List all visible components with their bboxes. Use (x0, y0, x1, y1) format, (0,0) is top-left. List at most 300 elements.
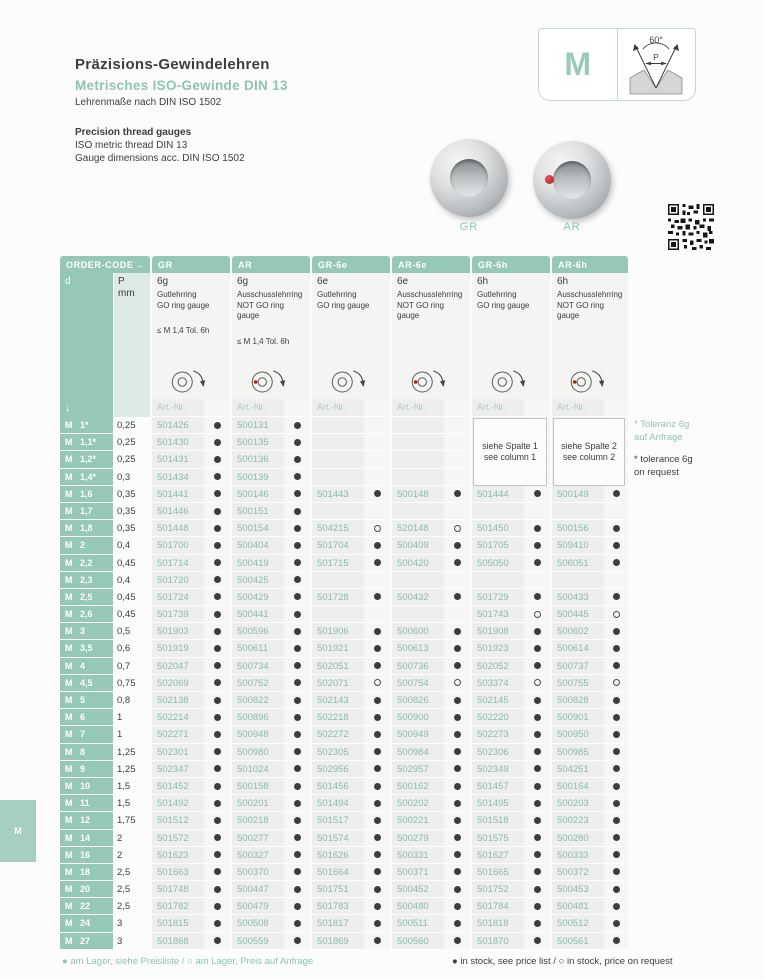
in-stock-dot-icon (613, 851, 620, 858)
row-label (60, 640, 113, 657)
artnr-cell: 500372 (552, 864, 604, 881)
row-label (60, 709, 113, 726)
row-label (60, 520, 113, 537)
artnr-cell: 500164 (552, 778, 604, 795)
in-stock-dot-icon (214, 611, 221, 618)
stock-marker (524, 640, 550, 657)
artnr-cell: 501452 (152, 778, 204, 795)
stock-marker (364, 726, 390, 743)
stock-marker (284, 606, 310, 623)
table-row (60, 572, 628, 589)
in-stock-dot-icon (214, 783, 221, 790)
in-stock-dot-icon (294, 473, 301, 480)
stock-marker (204, 486, 230, 503)
artnr-cell: 500146 (232, 486, 284, 503)
artnr-cell: 500480 (392, 898, 444, 915)
in-stock-dot-icon (534, 834, 541, 841)
stock-marker (284, 520, 310, 537)
in-stock-dot-icon (613, 542, 620, 549)
in-stock-dot-icon (214, 645, 221, 652)
gauge-type-en: NOT GO ring gauge (237, 300, 284, 320)
artnr-label: Art.-Nr. (472, 399, 524, 417)
artnr-cell: 500441 (232, 606, 284, 623)
stock-marker (604, 915, 628, 932)
not-go-ring-gauge-photo (533, 141, 611, 219)
stock-legend-de: ● am Lager, siehe Preisliste / ○ am Lager, Preis auf Anfrage (62, 956, 314, 967)
stock-marker (284, 640, 310, 657)
stock-marker (204, 537, 230, 554)
svg-text:P: P (653, 51, 660, 62)
stock-marker (284, 898, 310, 915)
thread-size: 7 (80, 729, 86, 740)
artnr-cell: 500371 (392, 864, 444, 881)
gauge-type-de: Gutlehrring (317, 290, 357, 299)
thread-series-letter: M (65, 591, 73, 602)
artnr-cell: 502052 (472, 658, 524, 675)
table-row (60, 537, 628, 554)
in-stock-dot-icon (214, 490, 221, 497)
in-stock-dot-icon (374, 851, 381, 858)
stock-marker (364, 778, 390, 795)
in-stock-dot-icon (294, 903, 301, 910)
tolerance-class-label: 6e (317, 276, 329, 287)
stock-marker (204, 795, 230, 812)
artnr-cell: 501715 (312, 555, 364, 572)
stock-marker (604, 572, 628, 589)
in-stock-dot-icon (454, 542, 461, 549)
pitch-value: 0,35 (117, 505, 136, 517)
artnr-cell: 500948 (232, 726, 284, 743)
table-row (60, 692, 628, 709)
thread-series-letter: M (65, 505, 73, 516)
stock-marker (364, 915, 390, 932)
stock-marker (444, 555, 470, 572)
artnr-cell: 500135 (232, 434, 284, 451)
artnr-cell: 501705 (472, 537, 524, 554)
thread-series-letter: M (65, 884, 73, 895)
stock-marker (284, 812, 310, 829)
table-row (60, 503, 628, 520)
artnr-cell (472, 572, 524, 589)
row-label (60, 726, 113, 743)
header-bars (60, 256, 628, 273)
in-stock-dot-icon (294, 714, 301, 721)
see-column-2-box: siehe Spalte 2 see column 2 (553, 418, 625, 486)
artnr-cell: 501729 (472, 589, 524, 606)
go-ring-gauge-photo (430, 139, 508, 217)
stock-marker (284, 658, 310, 675)
artnr-cell (552, 503, 604, 520)
thread-size: 1,8 (80, 523, 93, 534)
stock-marker (524, 675, 550, 692)
table-row (60, 675, 628, 692)
stock-marker (204, 726, 230, 743)
in-stock-dot-icon (454, 834, 461, 841)
in-stock-dot-icon (534, 542, 541, 549)
artnr-cell: 500203 (552, 795, 604, 812)
thread-series-letter: M (65, 746, 73, 757)
stock-marker (604, 537, 628, 554)
artnr-cell: 500985 (552, 744, 604, 761)
artnr-cell: 501870 (472, 933, 524, 950)
stock-marker (364, 847, 390, 864)
artnr-cell: 500479 (232, 898, 284, 915)
artnr-cell: 501431 (152, 451, 204, 468)
artnr-cell: 501456 (312, 778, 364, 795)
artnr-cell: 501700 (152, 537, 204, 554)
stock-marker (364, 606, 390, 623)
stock-marker (204, 589, 230, 606)
stock-marker (444, 589, 470, 606)
artnr-cell: 501743 (472, 606, 524, 623)
artnr-cell: 502051 (312, 658, 364, 675)
artnr-cell: 501443 (312, 486, 364, 503)
artnr-cell: 500822 (232, 692, 284, 709)
thread-series-letter: M (65, 763, 73, 774)
stock-marker (524, 623, 550, 640)
artnr-cell: 502145 (472, 692, 524, 709)
stock-marker (204, 434, 230, 451)
stock-marker (604, 675, 628, 692)
pitch-value: 0,3 (117, 471, 131, 483)
table-row (60, 761, 628, 778)
in-stock-dot-icon (294, 611, 301, 618)
artnr-cell: 500559 (232, 933, 284, 950)
artnr-cell: 500151 (232, 503, 284, 520)
stock-marker (364, 933, 390, 950)
in-stock-dot-icon (294, 422, 301, 429)
gauge-note: ≤ M 1,4 Tol. 6h (237, 336, 290, 346)
artnr-cell: 500158 (232, 778, 284, 795)
thread-size: 16 (80, 849, 91, 860)
stock-marker (444, 692, 470, 709)
in-stock-dot-icon (294, 645, 301, 652)
artnr-cell: 502272 (312, 726, 364, 743)
thread-series-letter: M (65, 918, 73, 929)
in-stock-dot-icon (534, 903, 541, 910)
artnr-cell: 500370 (232, 864, 284, 881)
in-stock-dot-icon (294, 937, 301, 944)
gr-photo-label: GR (459, 221, 479, 233)
stock-marker (364, 589, 390, 606)
p-unit: mm (118, 288, 135, 299)
row-label (60, 744, 113, 761)
stock-marker (284, 830, 310, 847)
pitch-column-header (114, 273, 150, 417)
stock-marker (524, 555, 550, 572)
pitch-value: 2,5 (117, 884, 131, 896)
in-stock-dot-icon (534, 662, 541, 669)
in-stock-dot-icon (294, 817, 301, 824)
pitch-value: 0,45 (117, 609, 136, 621)
row-label (60, 417, 113, 434)
page-header-english (75, 126, 245, 165)
thread-series-letter: M (65, 660, 73, 671)
in-stock-dot-icon (534, 765, 541, 772)
in-stock-dot-icon (294, 490, 301, 497)
thread-profile-icon (618, 29, 696, 100)
pitch-value: 0,25 (117, 454, 136, 466)
stock-marker (364, 692, 390, 709)
artnr-cell: 500754 (392, 675, 444, 692)
stock-marker (604, 606, 628, 623)
stock-marker (364, 503, 390, 520)
thread-size: 4,5 (80, 677, 93, 688)
thread-series-letter: M (65, 454, 73, 465)
in-stock-dot-icon (534, 851, 541, 858)
in-stock-dot-icon (214, 628, 221, 635)
artnr-label: Art.-Nr. (232, 399, 284, 417)
artnr-cell: 502220 (472, 709, 524, 726)
pitch-value: 1 (117, 729, 123, 741)
d-label: d (65, 276, 71, 287)
in-stock-dot-icon (374, 765, 381, 772)
thread-series-letter: M (65, 780, 73, 791)
in-stock-dot-icon (374, 559, 381, 566)
artnr-cell: 501448 (152, 520, 204, 537)
in-stock-dot-icon (534, 559, 541, 566)
artnr-cell: 500508 (232, 915, 284, 932)
table-row (60, 830, 628, 847)
thread-size: 24 (80, 918, 91, 929)
thread-series-letter: M (65, 798, 73, 809)
artnr-cell: 501783 (312, 898, 364, 915)
gauge-type-de: Gutlehrring (157, 290, 197, 299)
stock-marker (524, 520, 550, 537)
page-header (75, 56, 288, 108)
artnr-cell: 500734 (232, 658, 284, 675)
stock-marker (604, 658, 628, 675)
in-stock-dot-icon (374, 490, 381, 497)
pitch-value: 1,25 (117, 746, 136, 758)
in-stock-dot-icon (214, 903, 221, 910)
in-stock-dot-icon (294, 765, 301, 772)
in-stock-dot-icon (374, 662, 381, 669)
in-stock-dot-icon (214, 662, 221, 669)
in-stock-dot-icon (294, 439, 301, 446)
thread-size: 6 (80, 712, 86, 723)
stock-marker (524, 778, 550, 795)
tolerance-class-label: 6h (477, 276, 489, 287)
stock-marker (204, 623, 230, 640)
table-row (60, 520, 628, 537)
stock-marker (444, 847, 470, 864)
go-ring-icon (487, 367, 531, 396)
artnr-dot-spacer (364, 399, 390, 417)
artnr-cell: 500600 (392, 623, 444, 640)
stock-marker (604, 761, 628, 778)
in-stock-dot-icon (454, 593, 461, 600)
in-stock-dot-icon (613, 817, 620, 824)
artnr-cell: 501574 (312, 830, 364, 847)
in-stock-dot-icon (534, 748, 541, 755)
tolerance-class-label: 6h (557, 276, 569, 287)
in-stock-dot-icon (214, 422, 221, 429)
in-stock-dot-icon (534, 593, 541, 600)
thread-series-letter: M (65, 626, 73, 637)
stock-marker (204, 933, 230, 950)
pitch-value: 1,5 (117, 780, 131, 792)
in-stock-dot-icon (374, 937, 381, 944)
in-stock-dot-icon (374, 834, 381, 841)
ring-hole (553, 161, 591, 199)
artnr-cell: 501869 (312, 933, 364, 950)
thread-size: 18 (80, 866, 91, 877)
stock-marker (364, 761, 390, 778)
stock-marker (204, 761, 230, 778)
gauge-note (477, 326, 548, 336)
stock-marker (364, 898, 390, 915)
stock-marker (444, 864, 470, 881)
artnr-cell: 500280 (552, 830, 604, 847)
pitch-value: 0,45 (117, 557, 136, 569)
artnr-cell: 500611 (232, 640, 284, 657)
stock-marker (524, 864, 550, 881)
artnr-cell: 501903 (152, 623, 204, 640)
ar-photo-label: AR (563, 221, 581, 233)
order-code-header (60, 256, 150, 273)
table-row (60, 778, 628, 795)
stock-marker (204, 830, 230, 847)
thread-series-letter: M (65, 712, 73, 723)
artnr-cell: 501728 (312, 589, 364, 606)
in-stock-dot-icon (613, 731, 620, 738)
thread-series-letter: M (65, 643, 73, 654)
in-stock-dot-icon (294, 662, 301, 669)
thread-series-letter: M (65, 437, 73, 448)
stock-marker (204, 692, 230, 709)
in-stock-dot-icon (294, 731, 301, 738)
artnr-dot-spacer (204, 399, 230, 417)
right-arrow-icon: → (135, 260, 145, 270)
column-desc-ar-6e (392, 273, 470, 399)
artnr-cell: 501572 (152, 830, 204, 847)
stock-marker (364, 537, 390, 554)
stock-marker (604, 692, 628, 709)
on-request-circle-icon (374, 525, 381, 532)
thread-size: 2,6 (80, 609, 93, 620)
stock-marker (524, 795, 550, 812)
in-stock-dot-icon (214, 679, 221, 686)
gauge-note (557, 337, 626, 347)
artnr-cell: 501626 (312, 847, 364, 864)
artnr-cell: 500223 (552, 812, 604, 829)
table-row (60, 795, 628, 812)
table-row (60, 881, 628, 898)
in-stock-dot-icon (214, 697, 221, 704)
stock-marker (364, 520, 390, 537)
artnr-cell (392, 606, 444, 623)
in-stock-dot-icon (294, 593, 301, 600)
artnr-cell: 500429 (232, 589, 284, 606)
thread-size: 1,1* (80, 437, 97, 448)
artnr-cell: 501921 (312, 640, 364, 657)
in-stock-dot-icon (454, 714, 461, 721)
not-go-ring-icon (407, 367, 451, 396)
artnr-cell: 500409 (392, 537, 444, 554)
artnr-label: Art.-Nr. (552, 399, 604, 417)
pitch-value: 1,25 (117, 763, 136, 775)
artnr-cell: 500279 (392, 830, 444, 847)
stock-marker (364, 881, 390, 898)
gauge-type-de: Ausschusslehrring (397, 290, 463, 299)
stock-marker (204, 778, 230, 795)
stock-marker (284, 555, 310, 572)
artnr-cell: 502301 (152, 744, 204, 761)
row-label (60, 451, 113, 468)
d-column-header (60, 273, 113, 417)
gauge-note: ≤ M 1,4 Tol. 6h (157, 326, 210, 335)
stock-marker (284, 469, 310, 486)
row-label (60, 812, 113, 829)
in-stock-dot-icon (534, 937, 541, 944)
in-stock-dot-icon (294, 697, 301, 704)
stock-marker (284, 726, 310, 743)
in-stock-dot-icon (454, 748, 461, 755)
row-label (60, 606, 113, 623)
thread-series-letter: M (65, 729, 73, 740)
in-stock-dot-icon (613, 765, 620, 772)
pitch-value: 2 (117, 849, 123, 861)
stock-marker (444, 469, 470, 486)
stock-marker (364, 469, 390, 486)
stock-marker (364, 451, 390, 468)
order-code-table (60, 256, 628, 950)
column-desc-ar-6h (552, 273, 628, 399)
in-stock-dot-icon (214, 714, 221, 721)
stock-marker (284, 451, 310, 468)
in-stock-dot-icon (613, 525, 620, 532)
artnr-cell: 500419 (232, 555, 284, 572)
stock-marker (524, 572, 550, 589)
thread-size: 9 (80, 763, 86, 774)
stock-marker (524, 726, 550, 743)
in-stock-dot-icon (294, 868, 301, 875)
thread-size: 2,3 (80, 574, 93, 585)
in-stock-dot-icon (294, 748, 301, 755)
stock-marker (364, 434, 390, 451)
in-stock-dot-icon (613, 868, 620, 875)
stock-marker (524, 744, 550, 761)
artnr-cell: 500420 (392, 555, 444, 572)
artnr-cell: 501751 (312, 881, 364, 898)
thread-type-badge (538, 28, 696, 101)
stock-marker (604, 898, 628, 915)
gauge-type-en: GO ring gauge (317, 300, 370, 310)
stock-marker (284, 847, 310, 864)
artnr-cell (392, 572, 444, 589)
in-stock-dot-icon (214, 817, 221, 824)
artnr-cell: 501664 (312, 864, 364, 881)
stock-marker (204, 744, 230, 761)
stock-marker (204, 847, 230, 864)
table-row (60, 555, 628, 572)
stock-marker (444, 572, 470, 589)
thread-size: 1,7 (80, 505, 93, 516)
artnr-cell: 502271 (152, 726, 204, 743)
thread-size: 2,2 (80, 557, 93, 568)
in-stock-dot-icon (454, 697, 461, 704)
thread-size: 27 (80, 935, 91, 946)
artnr-cell: 501714 (152, 555, 204, 572)
artnr-cell: 509410 (552, 537, 604, 554)
artnr-cell: 500433 (552, 589, 604, 606)
pitch-value: 0,6 (117, 643, 131, 655)
artnr-cell: 500149 (552, 486, 604, 503)
row-label (60, 692, 113, 709)
in-stock-dot-icon (613, 748, 620, 755)
thread-series-letter: M (65, 866, 73, 877)
